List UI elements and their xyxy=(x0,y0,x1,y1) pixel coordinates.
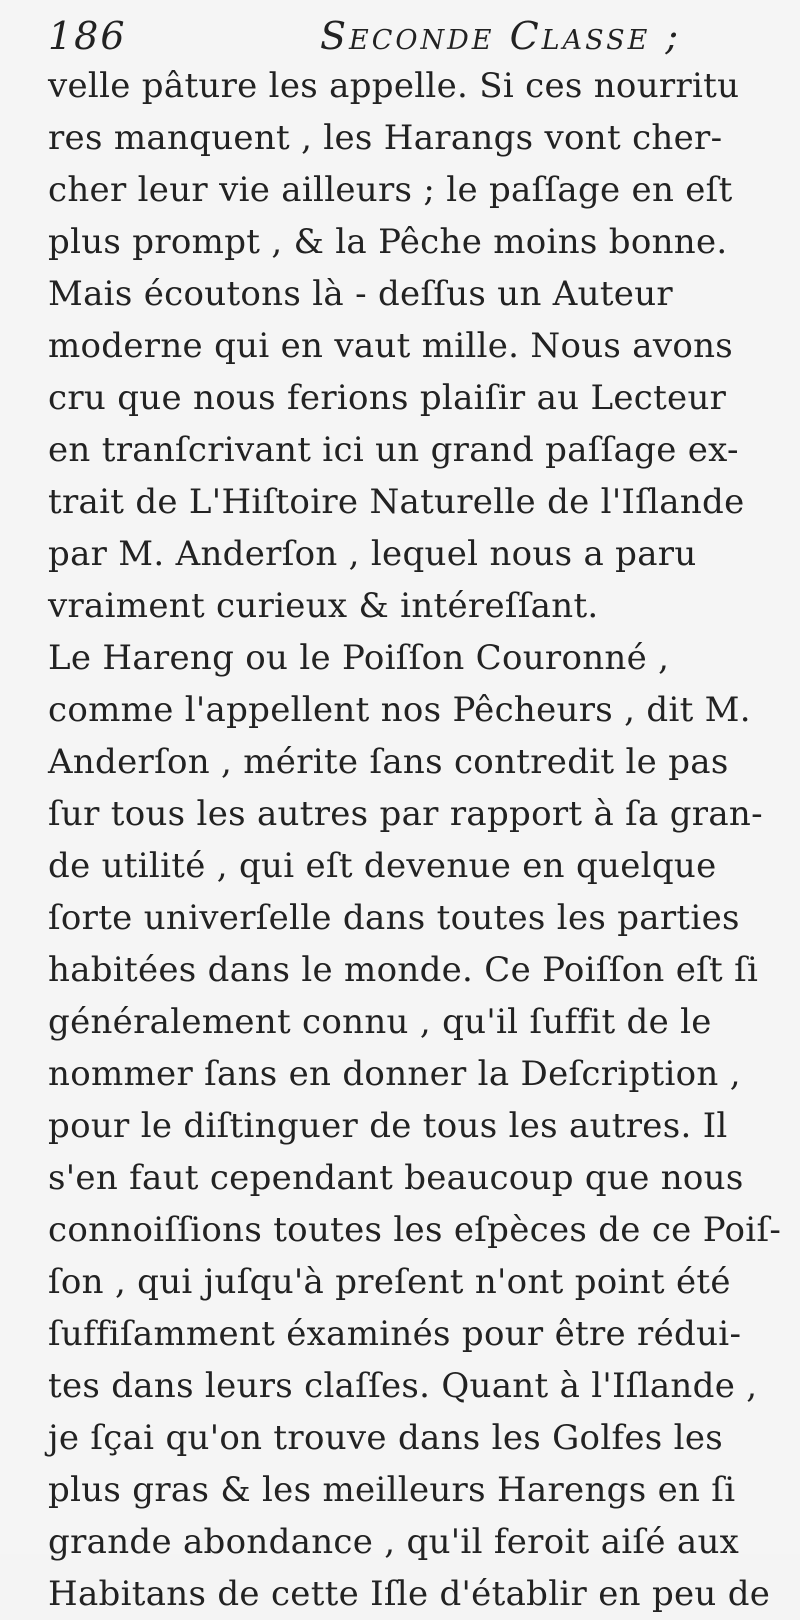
text-line: cher leur vie ailleurs ; le paſſage en eſt xyxy=(48,170,733,210)
text-line: ſon , qui juſqu'à preſent n'ont point été xyxy=(48,1262,731,1302)
text-line: res manquent , les Harangs vont cher- xyxy=(48,118,723,158)
text-line: Anderſon , mérite ſans contredit le pas xyxy=(48,742,729,782)
text-line: moderne qui en vaut mille. Nous avons xyxy=(48,326,734,366)
text-line: par M. Anderſon , lequel nous a paru xyxy=(48,534,697,574)
text-line: généralement connu , qu'il ſuffit de le xyxy=(48,1002,712,1042)
text-line: grande abondance , qu'il feroit aiſé aux xyxy=(48,1522,740,1562)
page-header xyxy=(48,12,790,60)
text-line: habitées dans le monde. Ce Poiſſon eſt ſi xyxy=(48,950,759,990)
text-line: en tranſcrivant ici un grand paſſage ex- xyxy=(48,430,739,470)
text-line: je ſçai qu'on trouve dans les Golfes les xyxy=(48,1418,723,1458)
text-line: plus gras & les meilleurs Harengs en ſi xyxy=(48,1470,736,1510)
text-line: connoiſſions toutes les eſpèces de ce Poiſ- xyxy=(48,1210,782,1250)
text-line: nommer ſans en donner la Deſcription , xyxy=(48,1054,741,1094)
running-head: Seconde Classe ; xyxy=(320,14,682,58)
text-line: Habitans de cette Iſle d'établir en peu de xyxy=(48,1574,771,1614)
text-line: tes dans leurs claſſes. Quant à l'Iſlande , xyxy=(48,1366,758,1406)
text-line: ſorte univerſelle dans toutes les parties xyxy=(48,898,740,938)
text-line: plus prompt , & la Pêche moins bonne. xyxy=(48,222,728,262)
text-line: ſur tous les autres par rapport à ſa gran- xyxy=(48,794,763,834)
text-line: comme l'appellent nos Pêcheurs , dit M. xyxy=(48,690,751,730)
page-number: 186 xyxy=(48,14,127,58)
text-line: s'en faut cependant beaucoup que nous xyxy=(48,1158,744,1198)
text-line: pour le diſtinguer de tous les autres. Il xyxy=(48,1106,728,1146)
text-line: velle pâture les appelle. Si ces nourritu xyxy=(48,66,740,106)
text-line: de utilité , qui eſt devenue en quelque xyxy=(48,846,717,886)
paragraph-2 xyxy=(48,268,790,632)
text-line: ſuffiſamment éxaminés pour être rédui- xyxy=(48,1314,742,1354)
text-line: Mais écoutons là - deſſus un Auteur xyxy=(48,274,673,314)
text-line: vraiment curieux & intéreſſant. xyxy=(48,586,599,626)
paragraph-1 xyxy=(48,60,790,268)
text-line: Le Hareng ou le Poiſſon Couronné , xyxy=(48,638,670,678)
text-line: cru que nous ferions plaiſir au Lecteur xyxy=(48,378,727,418)
paragraph-3 xyxy=(48,632,790,1620)
text-line: trait de L'Hiſtoire Naturelle de l'Iſlande xyxy=(48,482,745,522)
text-block xyxy=(48,12,790,1620)
